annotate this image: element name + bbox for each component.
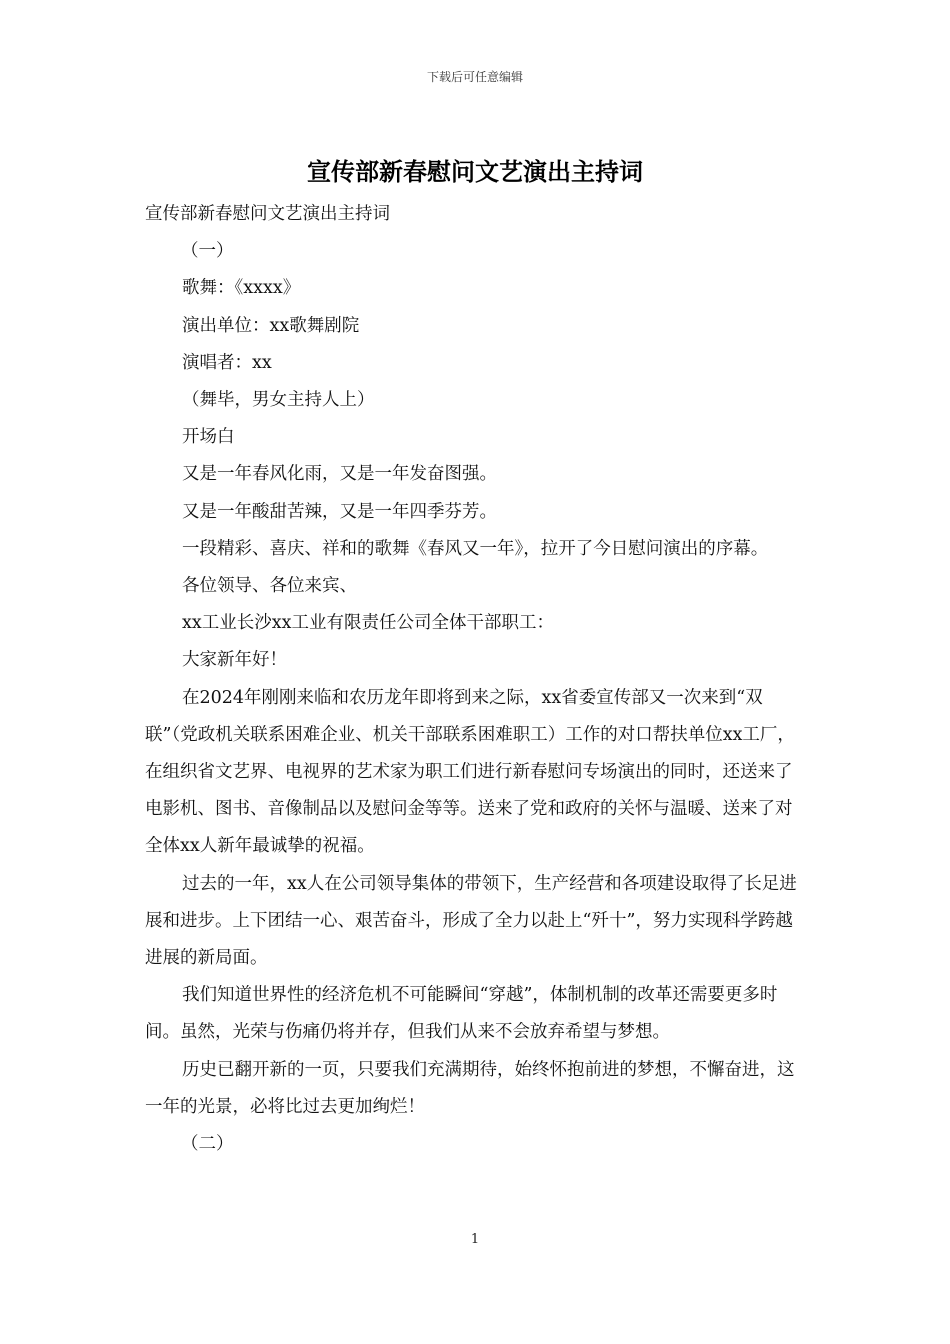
singer: 演唱者：xx xyxy=(182,352,272,373)
performing-unit: 演出单位：xx歌舞剧院 xyxy=(182,315,360,336)
greeting-line: 大家新年好！ xyxy=(182,650,287,671)
section-marker: （二） xyxy=(181,1134,234,1155)
greeting-line: 各位领导、各位来宾、 xyxy=(182,576,357,597)
opening-heading: 开场白 xyxy=(182,427,235,448)
subtitle-paragraph: 宣传部新春慰问文艺演出主持词 xyxy=(145,204,390,224)
document-title: 宣传部新春慰问文艺演出主持词 xyxy=(307,157,643,186)
section-marker: （一） xyxy=(181,241,234,262)
page-number: 1 xyxy=(470,1232,480,1247)
stage-direction: （舞毕，男女主持人上） xyxy=(182,390,375,411)
document-body xyxy=(145,196,809,1163)
body-paragraph: 一段精彩、喜庆、祥和的歌舞《春风又一年》，拉开了今日慰问演出的序幕。 xyxy=(182,538,769,559)
body-paragraph: 在2024年刚刚来临和农历龙年即将到来之际，xx省委宣传部又一次来到“双联”（党政机关联系困难企业、机关干部联系困难职工）工作的对口帮扶单位xx工厂，在组织省文艺界、电视界的艺术家为职工们进行新春慰问专场演出的同时，还送来了电影机、图书、音像制品以及慰问金等等。送来了党和政府的关怀与温暖、送来了对全体xx人新年最诚挚的祝福。 xyxy=(145,687,795,857)
page-header-note: 下载后可任意编辑 xyxy=(426,70,523,84)
body-paragraph: 我们知道世界性的经济危机不可能瞬间“穿越”，体制机制的改革还需要更多时间。虽然，光荣与伤痛仍将并存，但我们从来不会放弃希望与梦想。 xyxy=(145,985,778,1043)
body-paragraph: 又是一年春风化雨，又是一年发奋图强。 xyxy=(182,464,497,485)
program-name: 歌舞：《xxxx》 xyxy=(182,278,301,299)
body-paragraph: 历史已翻开新的一页，只要我们充满期待，始终怀抱前进的梦想，不懈奋进，这一年的光景，必将比过去更加绚烂！ xyxy=(145,1059,795,1117)
body-paragraph: 又是一年酸甜苦辣，又是一年四季芬芳。 xyxy=(182,501,497,522)
body-paragraph: 过去的一年，xx人在公司领导集体的带领下，生产经营和各项建设取得了长足进展和进步。上下团结一心、艰苦奋斗，形成了全力以赴上“歼十”，努力实现科学跨越进展的新局面。 xyxy=(145,873,797,969)
greeting-line: xx工业长沙xx工业有限责任公司全体干部职工： xyxy=(182,613,554,634)
